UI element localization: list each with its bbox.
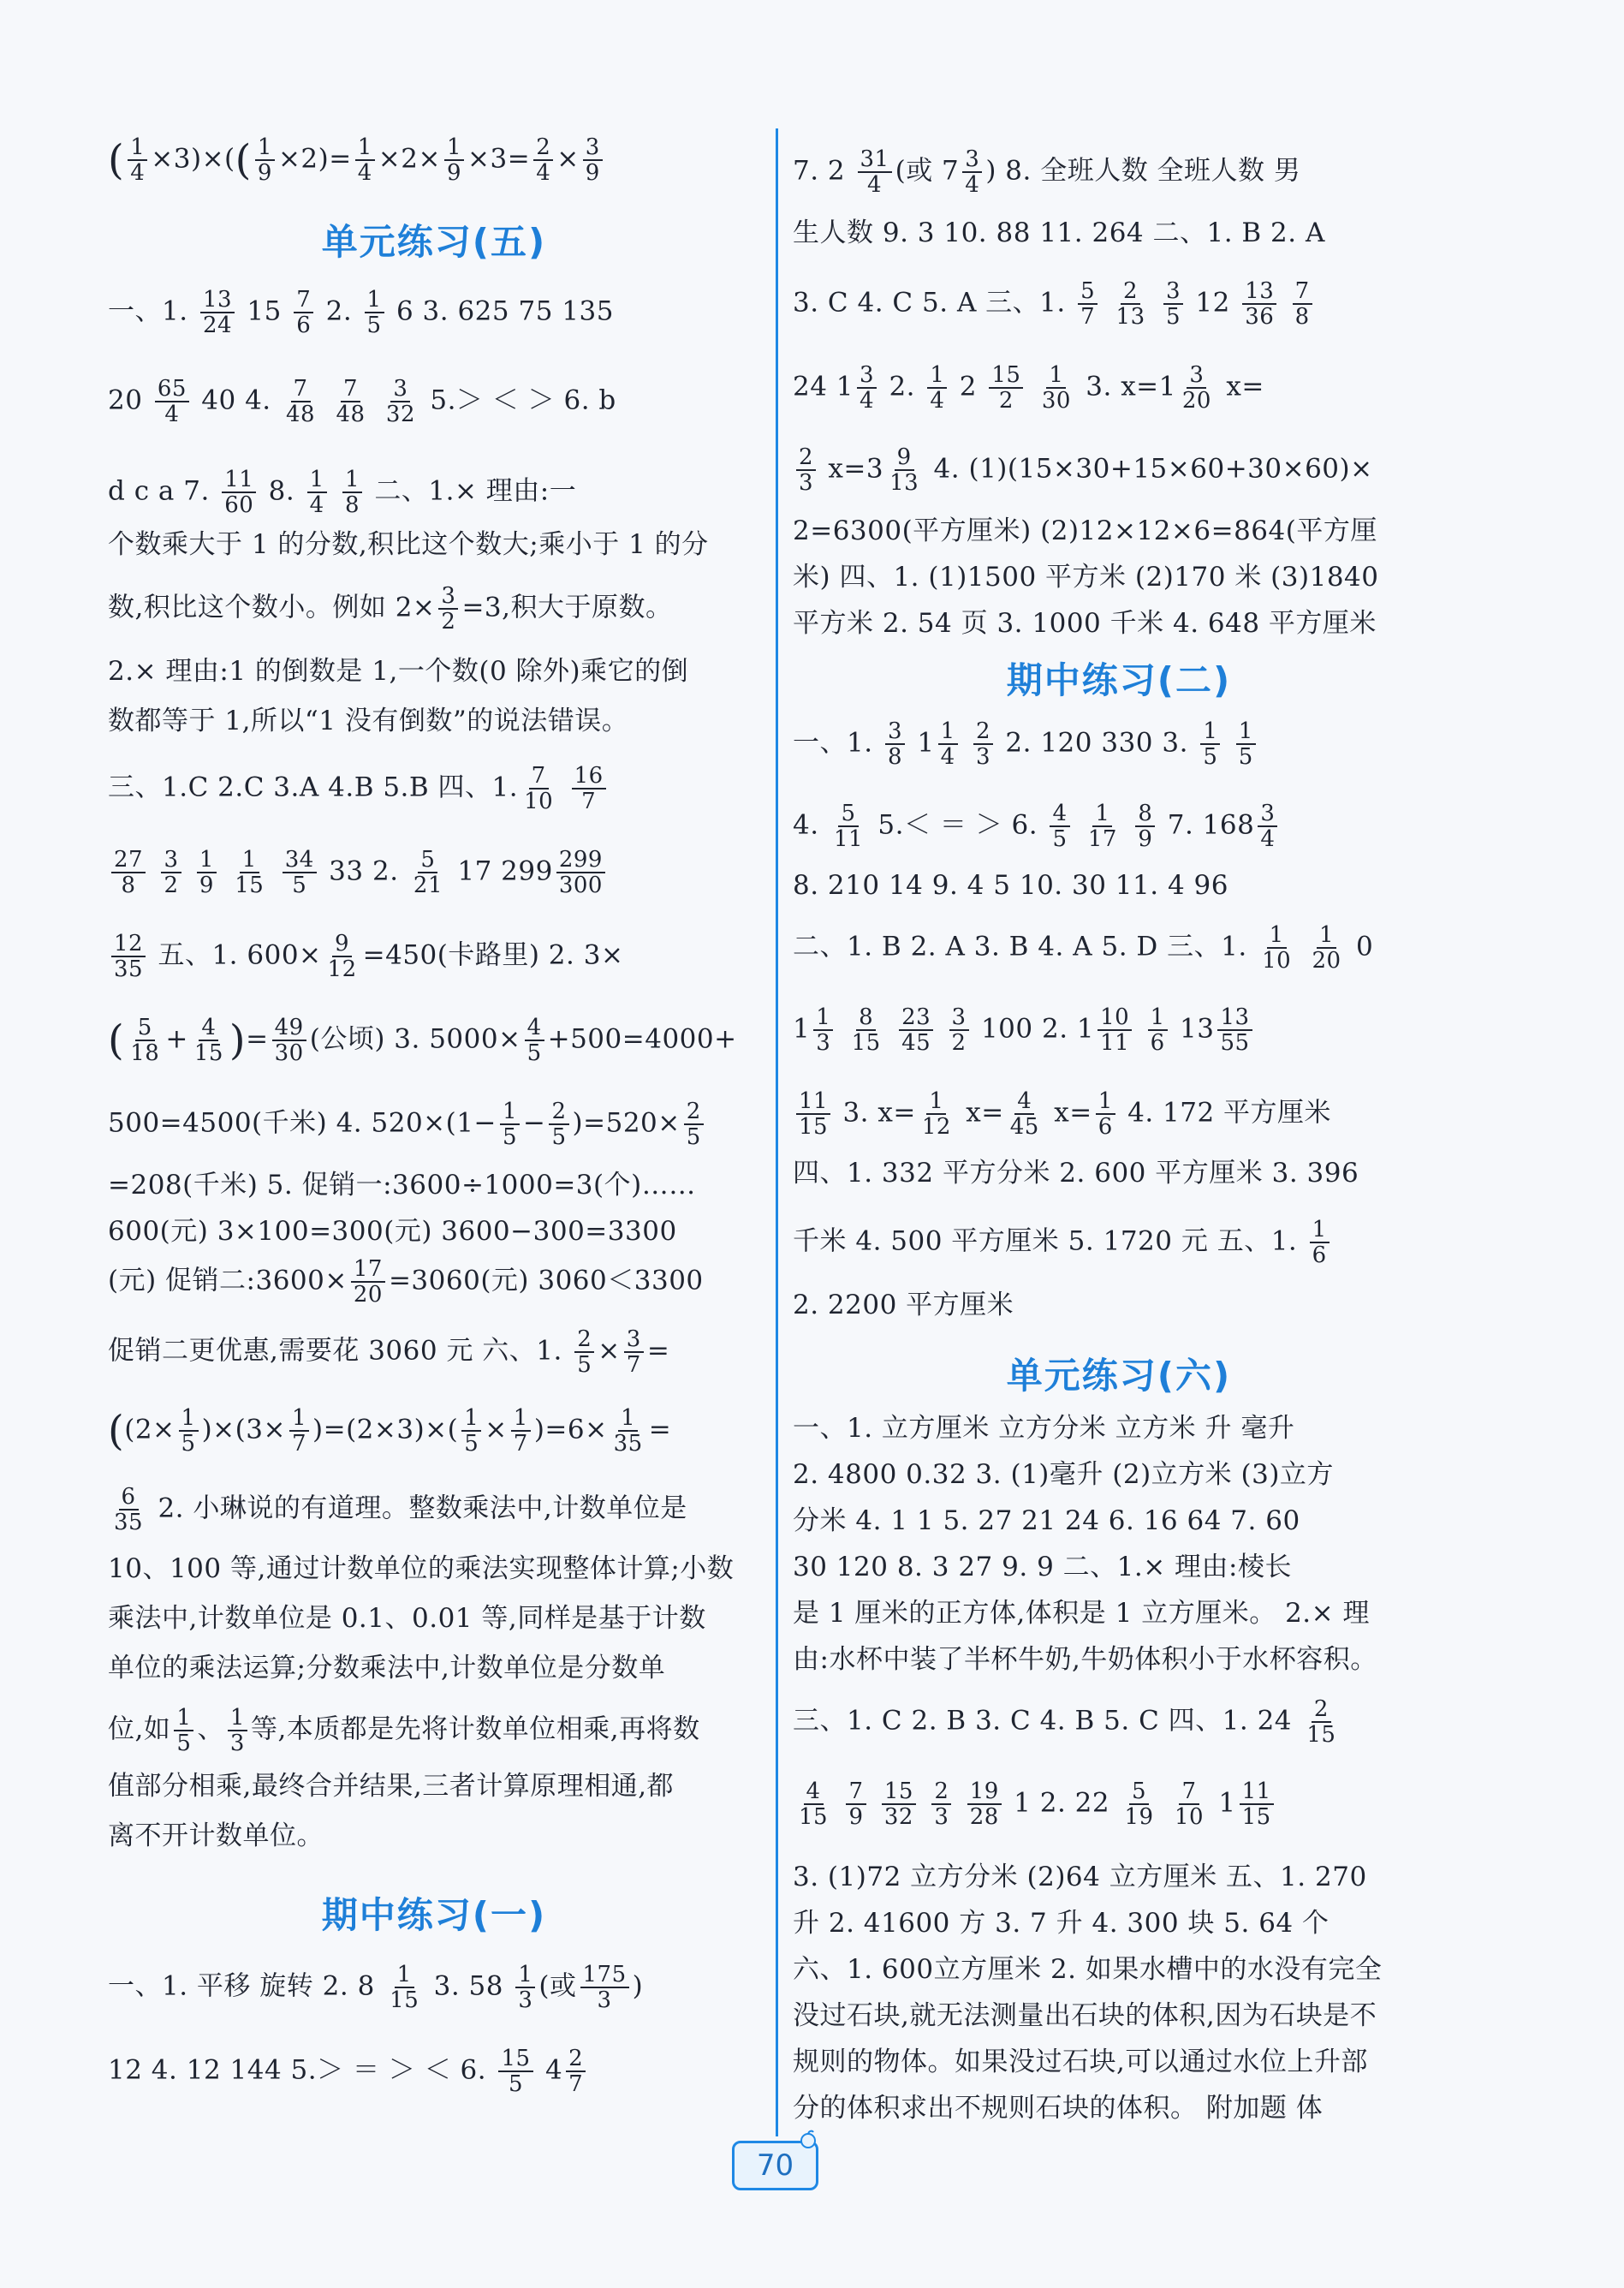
apple-icon — [798, 2129, 818, 2149]
answer-line: =208(千米) 5. 促销一:3600÷1000=3(个)…… — [108, 1170, 696, 1201]
answer-line: (元) 促销二:3600× $\frac{17}{20}$ =3060(元) 3060＜3300 — [108, 1256, 704, 1308]
answer-line: 由:水杯中装了半杯牛奶,牛奶体积小于水杯容积。 — [793, 1644, 1377, 1675]
answer-line: 米) 四、1. (1)1500 平方米 (2)170 米 (3)1840 — [793, 562, 1379, 593]
answer-line: 平方米 2. 54 页 3. 1000 千米 4. 648 平方厘米 — [793, 608, 1377, 639]
answer-line: 千米 4. 500 平方厘米 5. 1720 元 五、1. $\frac{1}{6}$ — [793, 1218, 1333, 1259]
answer-line: 10、100 等,通过计数单位的乘法实现整体计算;小数 — [108, 1553, 735, 1584]
answer-line: 2.× 理由:1 的倒数是 1,一个数(0 除外)乘它的倒 — [108, 656, 689, 687]
answer-line: 30 120 8. 3 27 9. 9 二、1.× 理由:棱长 — [793, 1552, 1292, 1582]
answer-line: ( $\frac{5}{18}$ + $\frac{4}{15}$ )= $\frac{49}{30}$ (公顷) 3. 5000× $\frac{4}{5}$ +500=4000+ — [108, 1015, 737, 1066]
answer-line: 20 $\frac{65}{4}$ 40 4. $\frac{7}{48}$ $\frac{7}{48}$ $\frac{3}{32}$ 5.＞ ＜ ＞ 6. b — [108, 376, 616, 427]
answer-line: 1 $\frac{1}{3}$ $\frac{8}{15}$ $\frac{23}{45}$ $\frac{3}{2}$ 100 2. 1 $\frac{10}{11}$ $\frac{1}{6}$ 13 $\frac{13}{55}$ — [793, 1005, 1256, 1046]
answer-line: 三、1. C 2. B 3. C 4. B 5. C 四、1. 24 $\frac{2}{15}$ — [793, 1696, 1336, 1748]
answer-line: 一、1. $\frac{13}{24}$ 15 $\frac{7}{6}$ 2. $\frac{1}{5}$ 6 3. 625 75 135 — [108, 287, 614, 338]
answer-line: 促销二更优惠,需要花 3060 元 六、1. $\frac{2}{5}$ × $\frac{3}{7}$ = — [108, 1326, 670, 1378]
answer-line: $\frac{2}{3}$ x=3 $\frac{9}{13}$ 4. (1)(15×30+15×60+30×60)× — [793, 445, 1373, 486]
answer-line: 3. C 4. C 5. A 三、1. $\frac{5}{7}$ $\frac{2}{13}$ $\frac{3}{5}$ 12 $\frac{13}{36}$ $\frac{7}{8}$ — [793, 279, 1316, 320]
answer-line: 数,积比这个数小。例如 2× $\frac{3}{2}$ =3,积大于原数。 — [108, 583, 673, 635]
answer-line: 生人数 9. 3 10. 88 11. 264 二、1. B 2. A — [793, 217, 1325, 248]
answer-line: 600(元) 3×100=300(元) 3600−300=3300 — [108, 1216, 677, 1247]
section-title-unit-5: 单元练习(五) — [321, 221, 547, 263]
answer-line: 六、1. 600立方厘米 2. 如果水槽中的水没有完全 — [793, 1954, 1383, 1985]
answer-line: $\frac{12}{35}$ 五、1. 600× $\frac{9}{12}$ =450(卡路里) 2. 3× — [108, 932, 623, 973]
section-title-unit-6: 单元练习(六) — [1006, 1355, 1232, 1397]
answer-line: 个数乘大于 1 的分数,积比这个数大;乘小于 1 的分 — [108, 529, 709, 560]
page-number-badge: 70 — [732, 2141, 818, 2190]
column-divider — [776, 128, 778, 2136]
answer-line: 一、1. 立方厘米 立方分米 立方米 升 毫升 — [793, 1413, 1295, 1444]
answer-line: 是 1 厘米的正方体,体积是 1 立方厘米。 2.× 理 — [793, 1598, 1370, 1629]
answer-line: 一、1. 平移 旋转 2. 8 $\frac{1}{15}$ 3. 58 $\frac{1}{3}$ (或 $\frac{175}{3}$ ) — [108, 1962, 644, 2013]
answer-line: $\frac{11}{15}$ 3. x= $\frac{1}{12}$ x= $\frac{4}{45}$ x= $\frac{1}{6}$ 4. 172 平方厘米 — [793, 1089, 1331, 1130]
answer-line: 7. 2 $\frac{31}{4}$ (或 7 $\frac{3}{4}$ ) 8. 全班人数 全班人数 男 — [793, 146, 1301, 198]
answer-line: 四、1. 332 平方分米 2. 600 平方厘米 3. 396 — [793, 1158, 1359, 1189]
answer-line: 一、1. $\frac{3}{8}$ 1 $\frac{1}{4}$ $\frac{2}{3}$ 2. 120 330 3. $\frac{1}{5}$ $\frac{1}{5}$ — [793, 719, 1259, 760]
answer-line: 2. 2200 平方厘米 — [793, 1290, 1014, 1320]
answer-line: 规则的物体。如果没过石块,可以通过水位上升部 — [793, 2047, 1368, 2077]
answer-line: 三、1.C 2.C 3.A 4.B 5.B 四、1. $\frac{7}{10}$ $\frac{16}{7}$ — [108, 764, 610, 805]
answer-line: $\frac{4}{15}$ $\frac{7}{9}$ $\frac{15}{32}$ $\frac{2}{3}$ $\frac{19}{28}$ 1 2. 22 $\frac{5}{19}$ $\frac{7}{10}$ 1 $\frac{11}{15}$ — [793, 1779, 1277, 1820]
answer-line: 分的体积求出不规则石块的体积。 附加题 体 — [793, 2093, 1324, 2124]
answer-line: 位,如 $\frac{1}{5}$ 、 $\frac{1}{3}$ 等,本质都是先将计数单位相乘,再将数 — [108, 1705, 700, 1756]
answer-line: 8. 210 14 9. 4 5 10. 30 11. 4 96 — [793, 870, 1228, 901]
answer-line: $\frac{27}{8}$ $\frac{3}{2}$ $\frac{1}{9}$ $\frac{1}{15}$ $\frac{34}{5}$ 33 2. $\frac{5}{21}$ 17 299 $\frac{299}{300}$ — [108, 848, 609, 889]
section-title-midterm-2: 期中练习(二) — [1006, 659, 1232, 701]
answer-line: 2=6300(平方厘米) (2)12×12×6=864(平方厘 — [793, 515, 1377, 546]
answer-line: 3. (1)72 立方分米 (2)64 立方厘米 五、1. 270 — [793, 1862, 1367, 1892]
answer-line: ((2× $\frac{1}{5}$ )×(3× $\frac{1}{7}$ )=(2×3)×( $\frac{1}{5}$ × $\frac{1}{7}$ )=6× $\frac{1}{35}$ = — [108, 1405, 672, 1457]
answer-line: 升 2. 41600 方 3. 7 升 4. 300 块 5. 64 个 — [793, 1908, 1330, 1939]
answer-line: ( $\frac{1}{4}$ ×3)×(( $\frac{1}{9}$ ×2)= $\frac{1}{4}$ ×2× $\frac{1}{9}$ ×3= $\frac{2}{4}$ × $\frac{3}{9}$ — [108, 135, 606, 176]
answer-line: 二、1. B 2. A 3. B 4. A 5. D 三、1. $\frac{1}{10}$ $\frac{1}{20}$ 0 — [793, 922, 1374, 974]
answer-line: 数都等于 1,所以“1 没有倒数”的说法错误。 — [108, 706, 629, 736]
answer-line: 乘法中,计数单位是 0.1、0.01 等,同样是基于计数 — [108, 1603, 706, 1634]
answer-line: $\frac{6}{35}$ 2. 小琳说的有道理。整数乘法中,计数单位是 — [114, 1484, 687, 1535]
answer-line: 12 4. 12 144 5.＞ ＝ ＞ ＜ 6. $\frac{15}{5}$ 4 $\frac{2}{7}$ — [108, 2047, 589, 2088]
answer-line: 分米 4. 1 1 5. 27 21 24 6. 16 64 7. 60 — [793, 1505, 1300, 1536]
answer-line: 值部分相乘,最终合并结果,三者计算原理相通,都 — [108, 1771, 675, 1802]
answer-line: 4. $\frac{5}{11}$ 5.＜ ＝ ＞ 6. $\frac{4}{5}$ $\frac{1}{17}$ $\frac{8}{9}$ 7. 168 $\frac{3}{4}$ — [793, 801, 1281, 843]
section-title-midterm-1: 期中练习(一) — [321, 1894, 547, 1936]
answer-line: 离不开计数单位。 — [108, 1820, 324, 1851]
answer-line: 单位的乘法运算;分数乘法中,计数单位是分数单 — [108, 1653, 666, 1683]
answer-line: 2. 4800 0.32 3. (1)毫升 (2)立方米 (3)立方 — [793, 1459, 1334, 1490]
answer-line: 24 1 $\frac{3}{4}$ 2. $\frac{1}{4}$ 2 $\frac{15}{2}$ $\frac{1}{30}$ 3. x=1 $\frac{3}{20}$ x= — [793, 362, 1264, 414]
answer-line: 500=4500(千米) 4. 520×(1− $\frac{1}{5}$ − $\frac{2}{5}$ )=520× $\frac{2}{5}$ — [108, 1099, 707, 1141]
answer-line: 没过石块,就无法测量出石块的体积,因为石块是不 — [793, 2000, 1377, 2031]
answer-line: d c a 7. $\frac{11}{60}$ 8. $\frac{1}{4}$ $\frac{1}{8}$ 二、1.× 理由:一 — [108, 467, 577, 518]
